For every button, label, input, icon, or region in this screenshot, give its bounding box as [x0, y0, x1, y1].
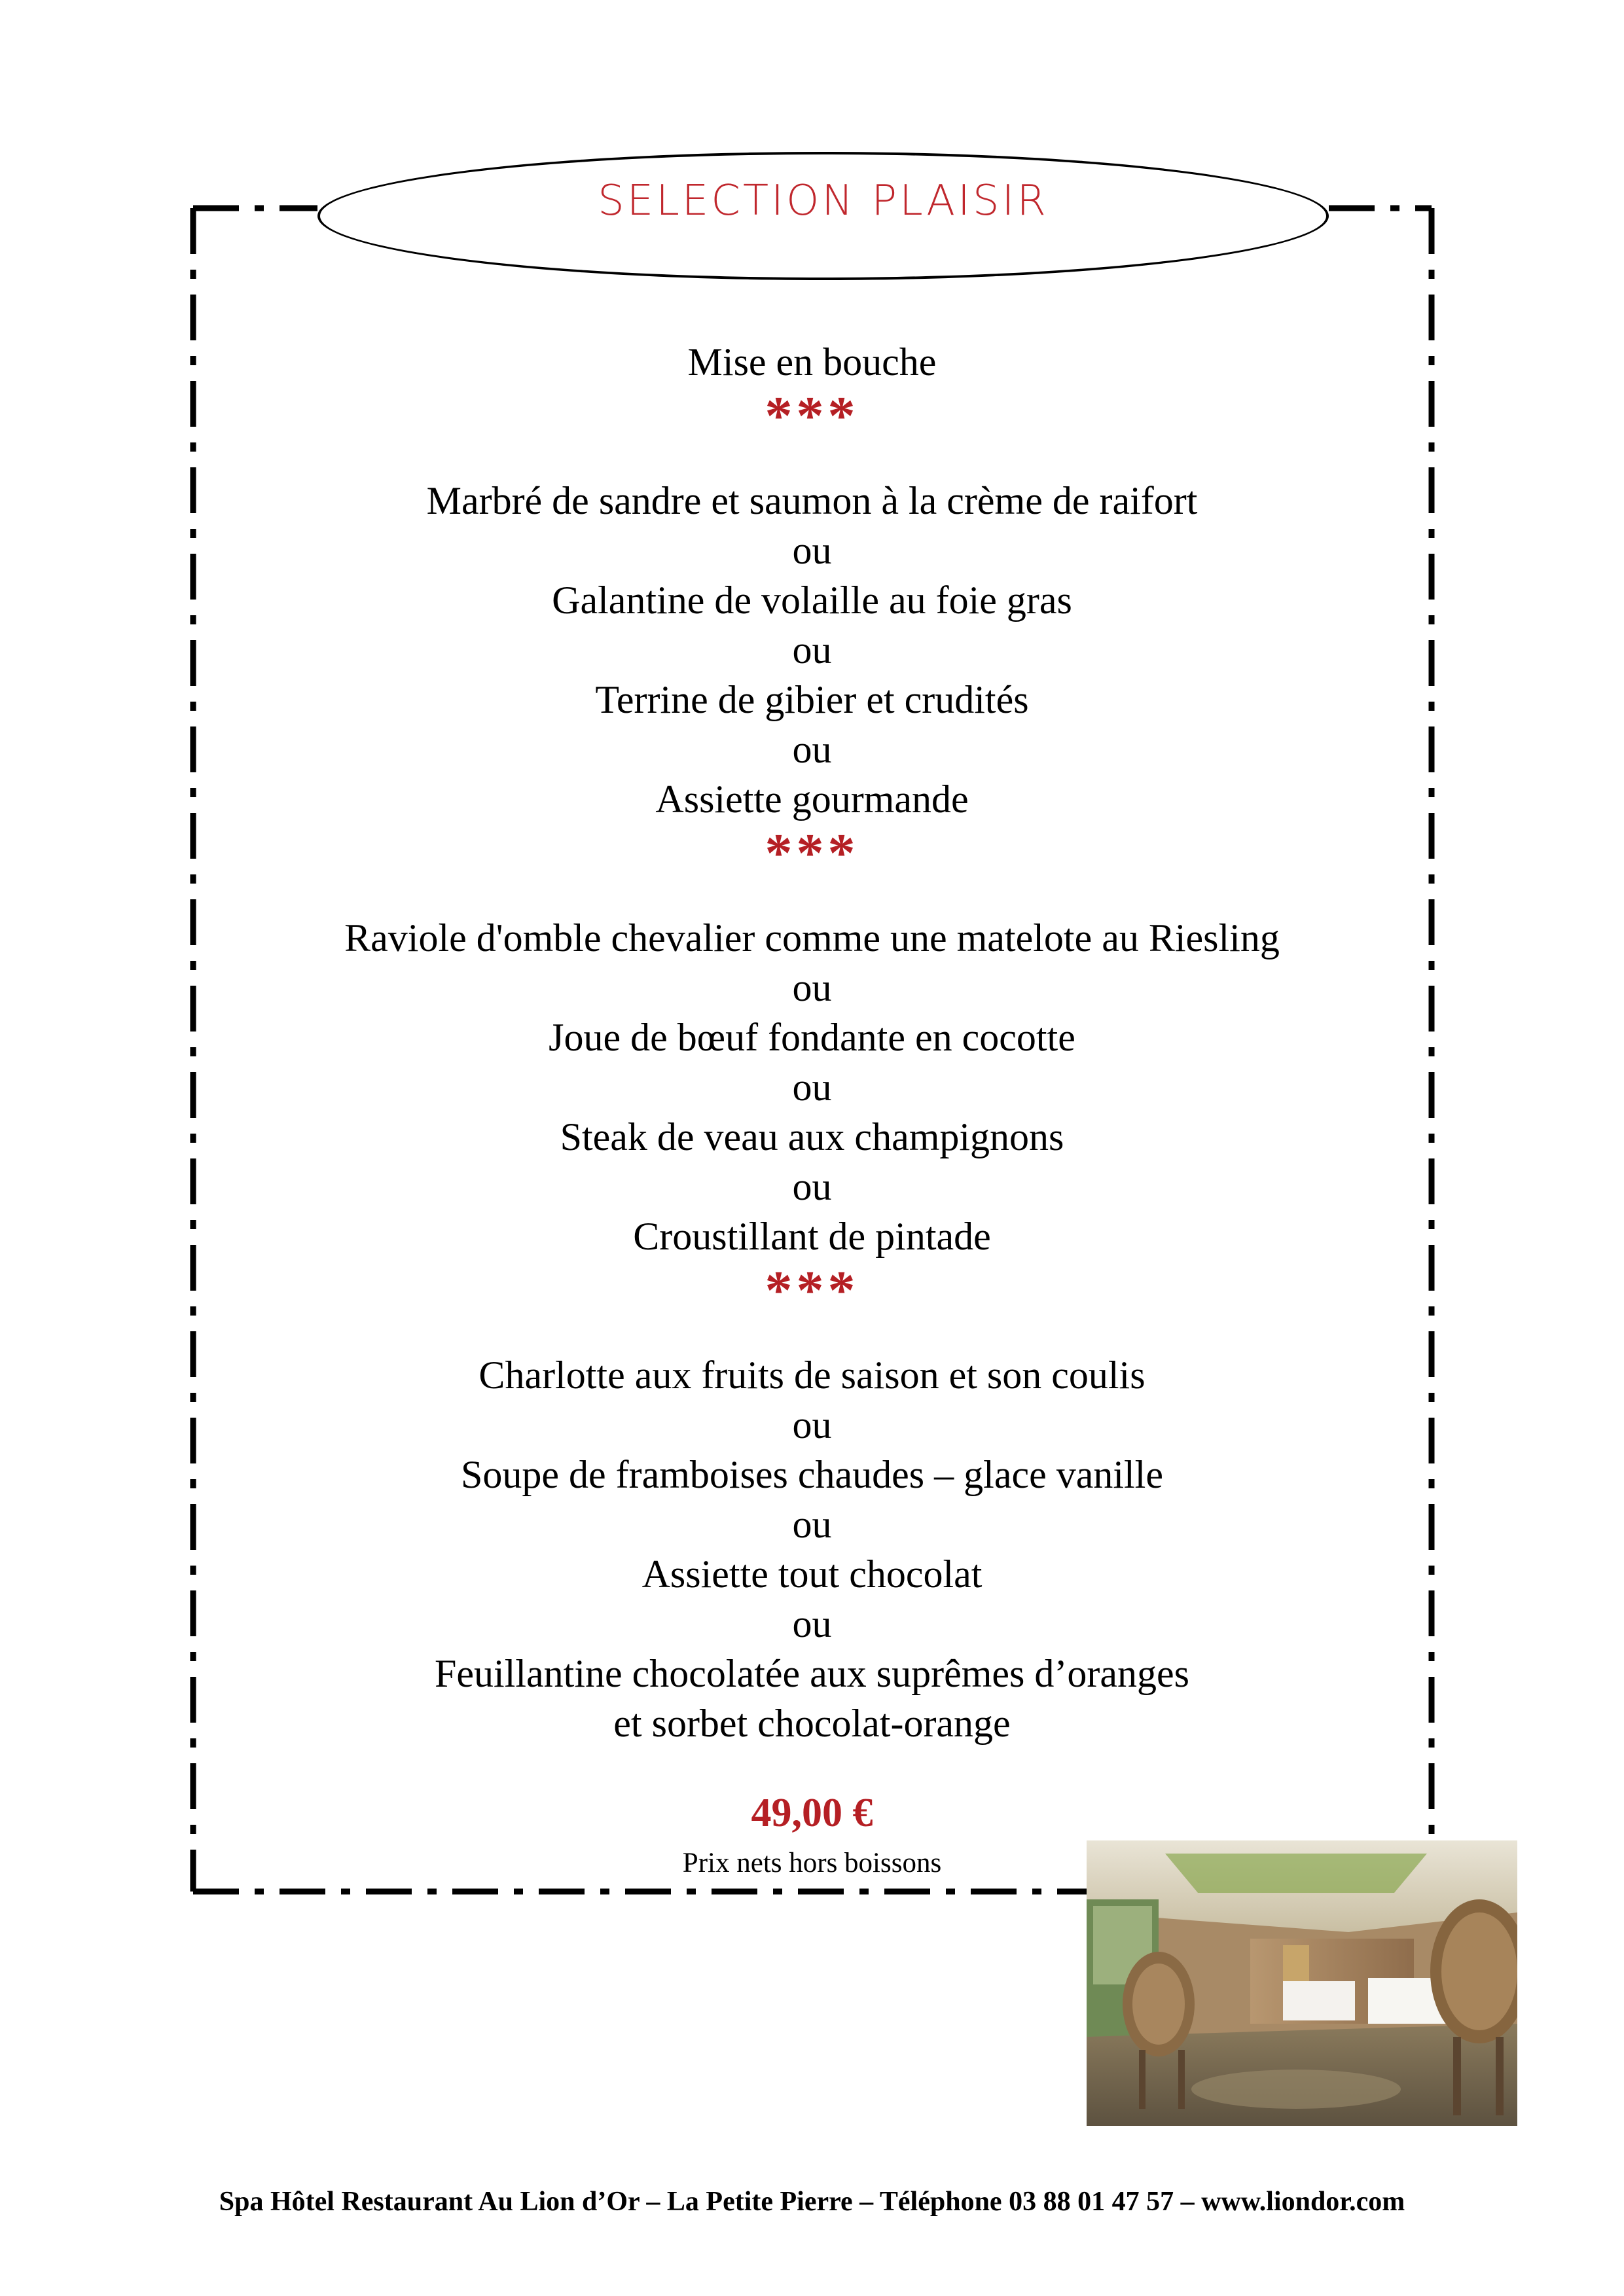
restaurant-photo	[1087, 1840, 1517, 2126]
dessert-item: Feuillantine chocolatée aux suprêmes d’oranges	[435, 1652, 1189, 1695]
or-text: ou	[792, 1165, 832, 1208]
or-text: ou	[792, 1503, 832, 1546]
course-separator: ***	[765, 386, 859, 446]
menu-title: SELECTION PLAISIR	[598, 177, 1049, 225]
dessert-item: Charlotte aux fruits de saison et son coulis	[478, 1354, 1146, 1397]
or-text: ou	[792, 529, 832, 572]
course-separator: ***	[765, 1260, 859, 1321]
main-item: Raviole d'omble chevalier comme une matelote au Riesling	[344, 916, 1280, 960]
or-text: ou	[792, 1602, 832, 1645]
or-text: ou	[792, 966, 832, 1009]
menu-price: 49,00 €	[751, 1791, 873, 1835]
main-item: Joue de bœuf fondante en cocotte	[549, 1016, 1075, 1059]
course-separator: ***	[765, 823, 859, 884]
menu-list	[0, 337, 1624, 1748]
or-text: ou	[792, 728, 832, 771]
or-text: ou	[792, 1066, 832, 1109]
starter-item: Terrine de gibier et crudités	[595, 678, 1029, 721]
amuse-bouche: Mise en bouche	[687, 340, 937, 384]
price-note: Prix nets hors boissons	[682, 1848, 942, 1878]
dessert-item: Assiette tout chocolat	[641, 1552, 983, 1596]
starter-item: Marbré de sandre et saumon à la crème de raifort	[426, 479, 1198, 522]
or-text: ou	[792, 628, 832, 672]
dessert-item: Soupe de framboises chaudes – glace vanille	[461, 1453, 1163, 1496]
or-text: ou	[792, 1403, 832, 1446]
dessert-item-continued: et sorbet chocolat-orange	[613, 1702, 1011, 1745]
starter-item: Galantine de volaille au foie gras	[552, 579, 1072, 622]
footer-contact: Spa Hôtel Restaurant Au Lion d’Or – La Petite Pierre – Téléphone 03 88 01 47 57 – www.liondor.com	[219, 2187, 1405, 2217]
main-item: Steak de veau aux champignons	[560, 1115, 1064, 1158]
main-item: Croustillant de pintade	[633, 1215, 991, 1258]
starter-item: Assiette gourmande	[655, 778, 969, 821]
